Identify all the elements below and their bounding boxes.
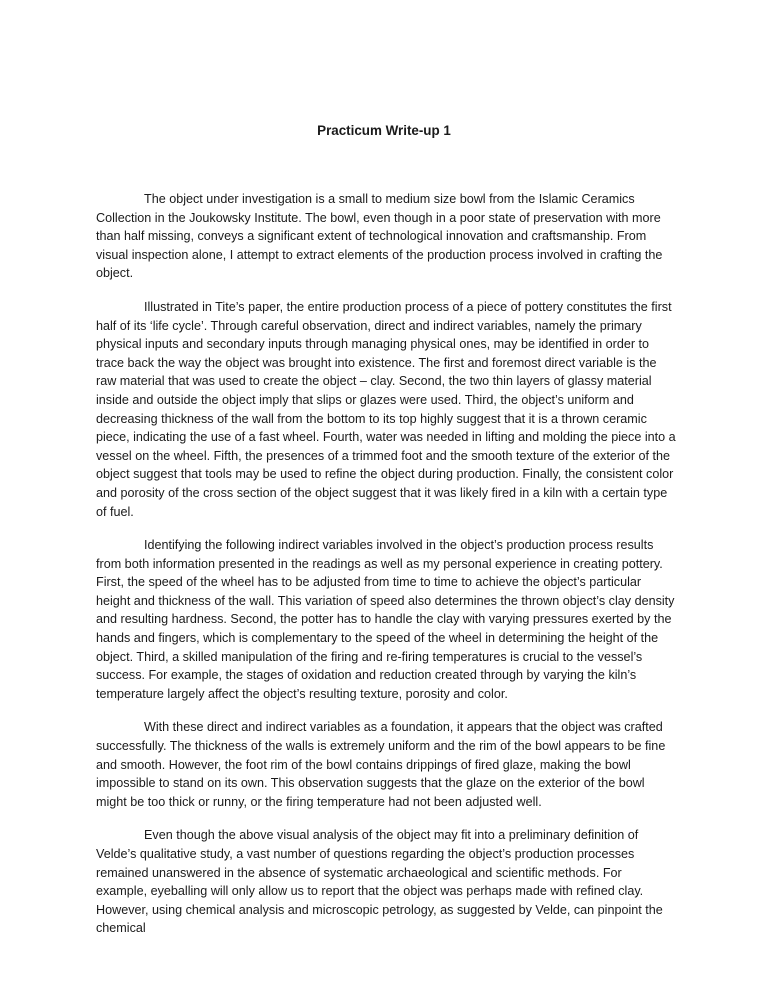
document-title: Practicum Write-up 1 [317,123,451,138]
document-body [96,190,676,953]
paragraph: The object under investigation is a small to medium size bowl from the Islamic Ceramics Collection in the Joukowsky Institute. The bowl, even though in a poor state of preservation with more than half missing, conveys a significant extent of technological innovation and craftsmanship. From visual inspection alone, I attempt to extract elements of the production process involved in crafting the object. [96,192,663,281]
paragraph: Even though the above visual analysis of the object may fit into a preliminary definition of Velde’s qualitative study, a vast number of questions regarding the object’s production processes remained unanswered in the absence of systematic archaeological and scientific methods. For example, eyeballing will only allow us to report that the object was perhaps made with refined clay. However, using chemical analysis and microscopic petrology, as suggested by Velde, can pinpoint the chemical [96,828,663,936]
paragraph: Identifying the following indirect variables involved in the object’s production process results from both information presented in the readings as well as my personal experience in creating pottery. First, the speed of the wheel has to be adjusted from time to time to achieve the object’s particular height and thickness of the wall. This variation of speed also determines the thrown object’s clay density and resulting hardness. Second, the potter has to handle the clay with varying pressures exerted by the hands and fingers, which is complementary to the speed of the wheel in determining the height of the object. Third, a skilled manipulation of the firing and re-firing temperatures is crucial to the vessel’s success. For example, the stages of oxidation and reduction created through by varying the kiln’s temperature largely affect the object’s resulting texture, porosity and color. [96,538,675,701]
paragraph: With these direct and indirect variables as a foundation, it appears that the object was crafted successfully. The thickness of the walls is extremely uniform and the rim of the bowl appears to be fine and smooth. However, the foot rim of the bowl contains drippings of fired glaze, making the bowl impossible to stand on its own. This observation suggests that the glaze on the exterior of the bowl might be too thick or runny, or the firing temperature had not been adjusted well. [96,720,666,809]
paragraph: Illustrated in Tite’s paper, the entire production process of a piece of pottery constitutes the first half of its ‘life cycle’. Through careful observation, direct and indirect variables, namely the primary physical inputs and secondary inputs through managing physical ones, may be identified in order to trace back the way the object was brought into existence. The first and foremost direct variable is the raw material that was used to create the object – clay. Second, the two thin layers of glassy material inside and outside the object imply that slips or glazes were used. Third, the object’s uniform and decreasing thickness of the wall from the bottom to its top highly suggest that it is a thrown ceramic piece, indicating the use of a fast wheel. Fourth, water was needed in lifting and molding the piece into a vessel on the wheel. Fifth, the presences of a trimmed foot and the smooth texture of the exterior of the object suggest that tools may be used to refine the object during production. Finally, the consistent color and porosity of the cross section of the object suggest that it was likely fired in a kiln with a certain type of fuel. [96,299,676,519]
